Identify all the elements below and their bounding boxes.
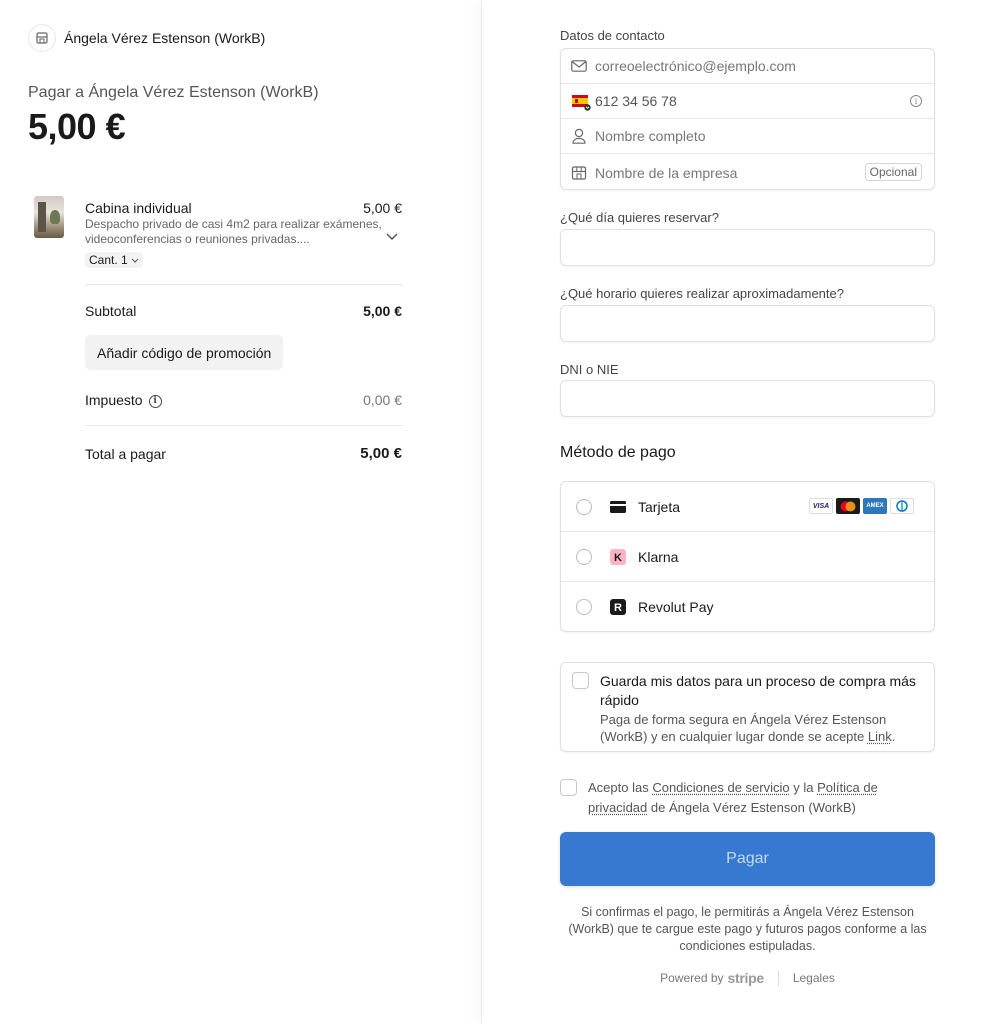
- phone-field[interactable]: [561, 84, 934, 119]
- dni-nie-label: DNI o NIE: [560, 362, 619, 377]
- card-label: Tarjeta: [638, 498, 681, 515]
- klarna-label: Klarna: [638, 548, 679, 565]
- klarna-icon: [610, 549, 626, 565]
- person-icon: [571, 128, 587, 144]
- product-description: Despacho privado de casi 4m2 para realizar exámenes, videoconferencias o reuniones privadas....: [85, 217, 382, 246]
- product-name: Cabina individual: [85, 200, 192, 216]
- stripe-logo[interactable]: stripe: [727, 970, 764, 986]
- divider: [85, 284, 403, 285]
- full-name-field[interactable]: [561, 119, 934, 154]
- payment-method-klarna[interactable]: [561, 532, 934, 582]
- total-value: 5,00 €: [360, 445, 402, 462]
- revolut-icon: [610, 599, 626, 615]
- booking-time-input[interactable]: [561, 306, 934, 341]
- payment-method-revolut[interactable]: [561, 582, 934, 632]
- link-link[interactable]: Link: [867, 729, 892, 744]
- email-field[interactable]: [561, 49, 934, 84]
- save-info-title: Guarda mis datos para un proceso de compra más rápido: [600, 673, 916, 708]
- subtotal-label: Subtotal: [85, 303, 137, 319]
- merchant-header[interactable]: [28, 24, 265, 52]
- total-amount: 5,00 €: [28, 106, 126, 147]
- company-name-placeholder: Nombre de la empresa: [595, 165, 738, 181]
- terms-checkbox[interactable]: [560, 779, 577, 796]
- radio-revolut[interactable]: [576, 599, 592, 615]
- storefront-icon: [571, 165, 587, 181]
- chevron-down-icon[interactable]: [386, 232, 398, 244]
- envelope-icon: [571, 58, 587, 74]
- visa-icon: VISA: [809, 498, 833, 514]
- merchant-name: Ángela Vérez Estenson (WorkB): [64, 30, 266, 46]
- contact-section-label: Datos de contacto: [560, 28, 665, 43]
- info-icon[interactable]: i: [910, 95, 922, 107]
- payment-methods-group: [560, 481, 935, 632]
- tax-value: 0,00 €: [363, 392, 402, 408]
- contact-fields-group: [560, 48, 935, 190]
- card-icon: [610, 499, 626, 515]
- radio-card[interactable]: [576, 499, 592, 515]
- booking-time-field[interactable]: [560, 305, 935, 342]
- quantity-label: Cant. 1: [89, 253, 128, 267]
- payment-method-title: Método de pago: [560, 444, 676, 461]
- add-promo-code-button[interactable]: Añadir código de promoción: [85, 335, 283, 370]
- save-info-checkbox[interactable]: [572, 672, 589, 689]
- privacy-policy-link[interactable]: Política de privacidad: [588, 780, 878, 815]
- divider: [85, 425, 403, 426]
- payment-form-panel: [482, 0, 1003, 1024]
- payment-method-card[interactable]: [561, 482, 934, 532]
- email-placeholder: correoelectrónico@ejemplo.com: [595, 58, 796, 74]
- pay-to-label: Pagar a Ángela Vérez Estenson (WorkB): [28, 84, 319, 101]
- svg-text:K: K: [614, 551, 622, 564]
- total-label: Total a pagar: [85, 446, 166, 462]
- full-name-placeholder: Nombre completo: [595, 128, 706, 144]
- booking-day-input[interactable]: [561, 230, 934, 265]
- powered-by-label: Powered by: [660, 971, 724, 985]
- payment-disclaimer: Si confirmas el pago, le permitirás a Ángela Vérez Estenson (WorkB) que te cargue este pago y futuros pagos conforme a las condiciones estipuladas.: [568, 905, 927, 953]
- product-price: 5,00 €: [363, 200, 402, 216]
- booking-day-field[interactable]: [560, 229, 935, 266]
- chevron-down-icon: [131, 258, 139, 264]
- amex-icon: AMEX: [863, 498, 887, 514]
- terms-text: Acepto las Condiciones de servicio y la Política de privacidad de Ángela Vérez Estenson (WorkB): [588, 780, 878, 815]
- product-image: [34, 196, 64, 238]
- save-info-description: Paga de forma segura en Ángela Vérez Estenson (WorkB) y en cualquier lugar donde se acepte Link.: [600, 712, 896, 744]
- footer: [560, 970, 935, 986]
- mastercard-icon: [836, 498, 860, 514]
- legal-link[interactable]: Legales: [792, 971, 835, 985]
- terms-of-service-link[interactable]: Condiciones de servicio: [652, 780, 790, 795]
- dni-nie-input[interactable]: [561, 381, 934, 416]
- dni-nie-field[interactable]: [560, 380, 935, 417]
- spain-flag-icon[interactable]: [571, 93, 589, 109]
- divider: [778, 970, 779, 986]
- subtotal-value: 5,00 €: [363, 303, 402, 319]
- card-brands: [809, 498, 914, 514]
- revolut-label: Revolut Pay: [638, 599, 714, 615]
- quantity-selector[interactable]: [85, 252, 143, 268]
- diners-icon: [890, 498, 914, 514]
- tax-label: Impuesto: [85, 392, 143, 408]
- radio-klarna[interactable]: [576, 549, 592, 565]
- pay-button[interactable]: Pagar: [560, 832, 935, 886]
- booking-day-label: ¿Qué día quieres reservar?: [560, 210, 719, 225]
- info-icon[interactable]: i: [149, 395, 162, 408]
- company-name-field[interactable]: [561, 155, 934, 191]
- order-summary-panel: [0, 0, 482, 1024]
- svg-text:R: R: [614, 602, 622, 614]
- optional-badge: Opcional: [865, 163, 922, 181]
- tax-label-row: [85, 392, 162, 408]
- storefront-icon: [28, 24, 56, 52]
- booking-time-label: ¿Qué horario quieres realizar aproximadamente?: [560, 286, 844, 301]
- phone-value: 612 34 56 78: [595, 93, 677, 109]
- save-info-box: [560, 662, 935, 752]
